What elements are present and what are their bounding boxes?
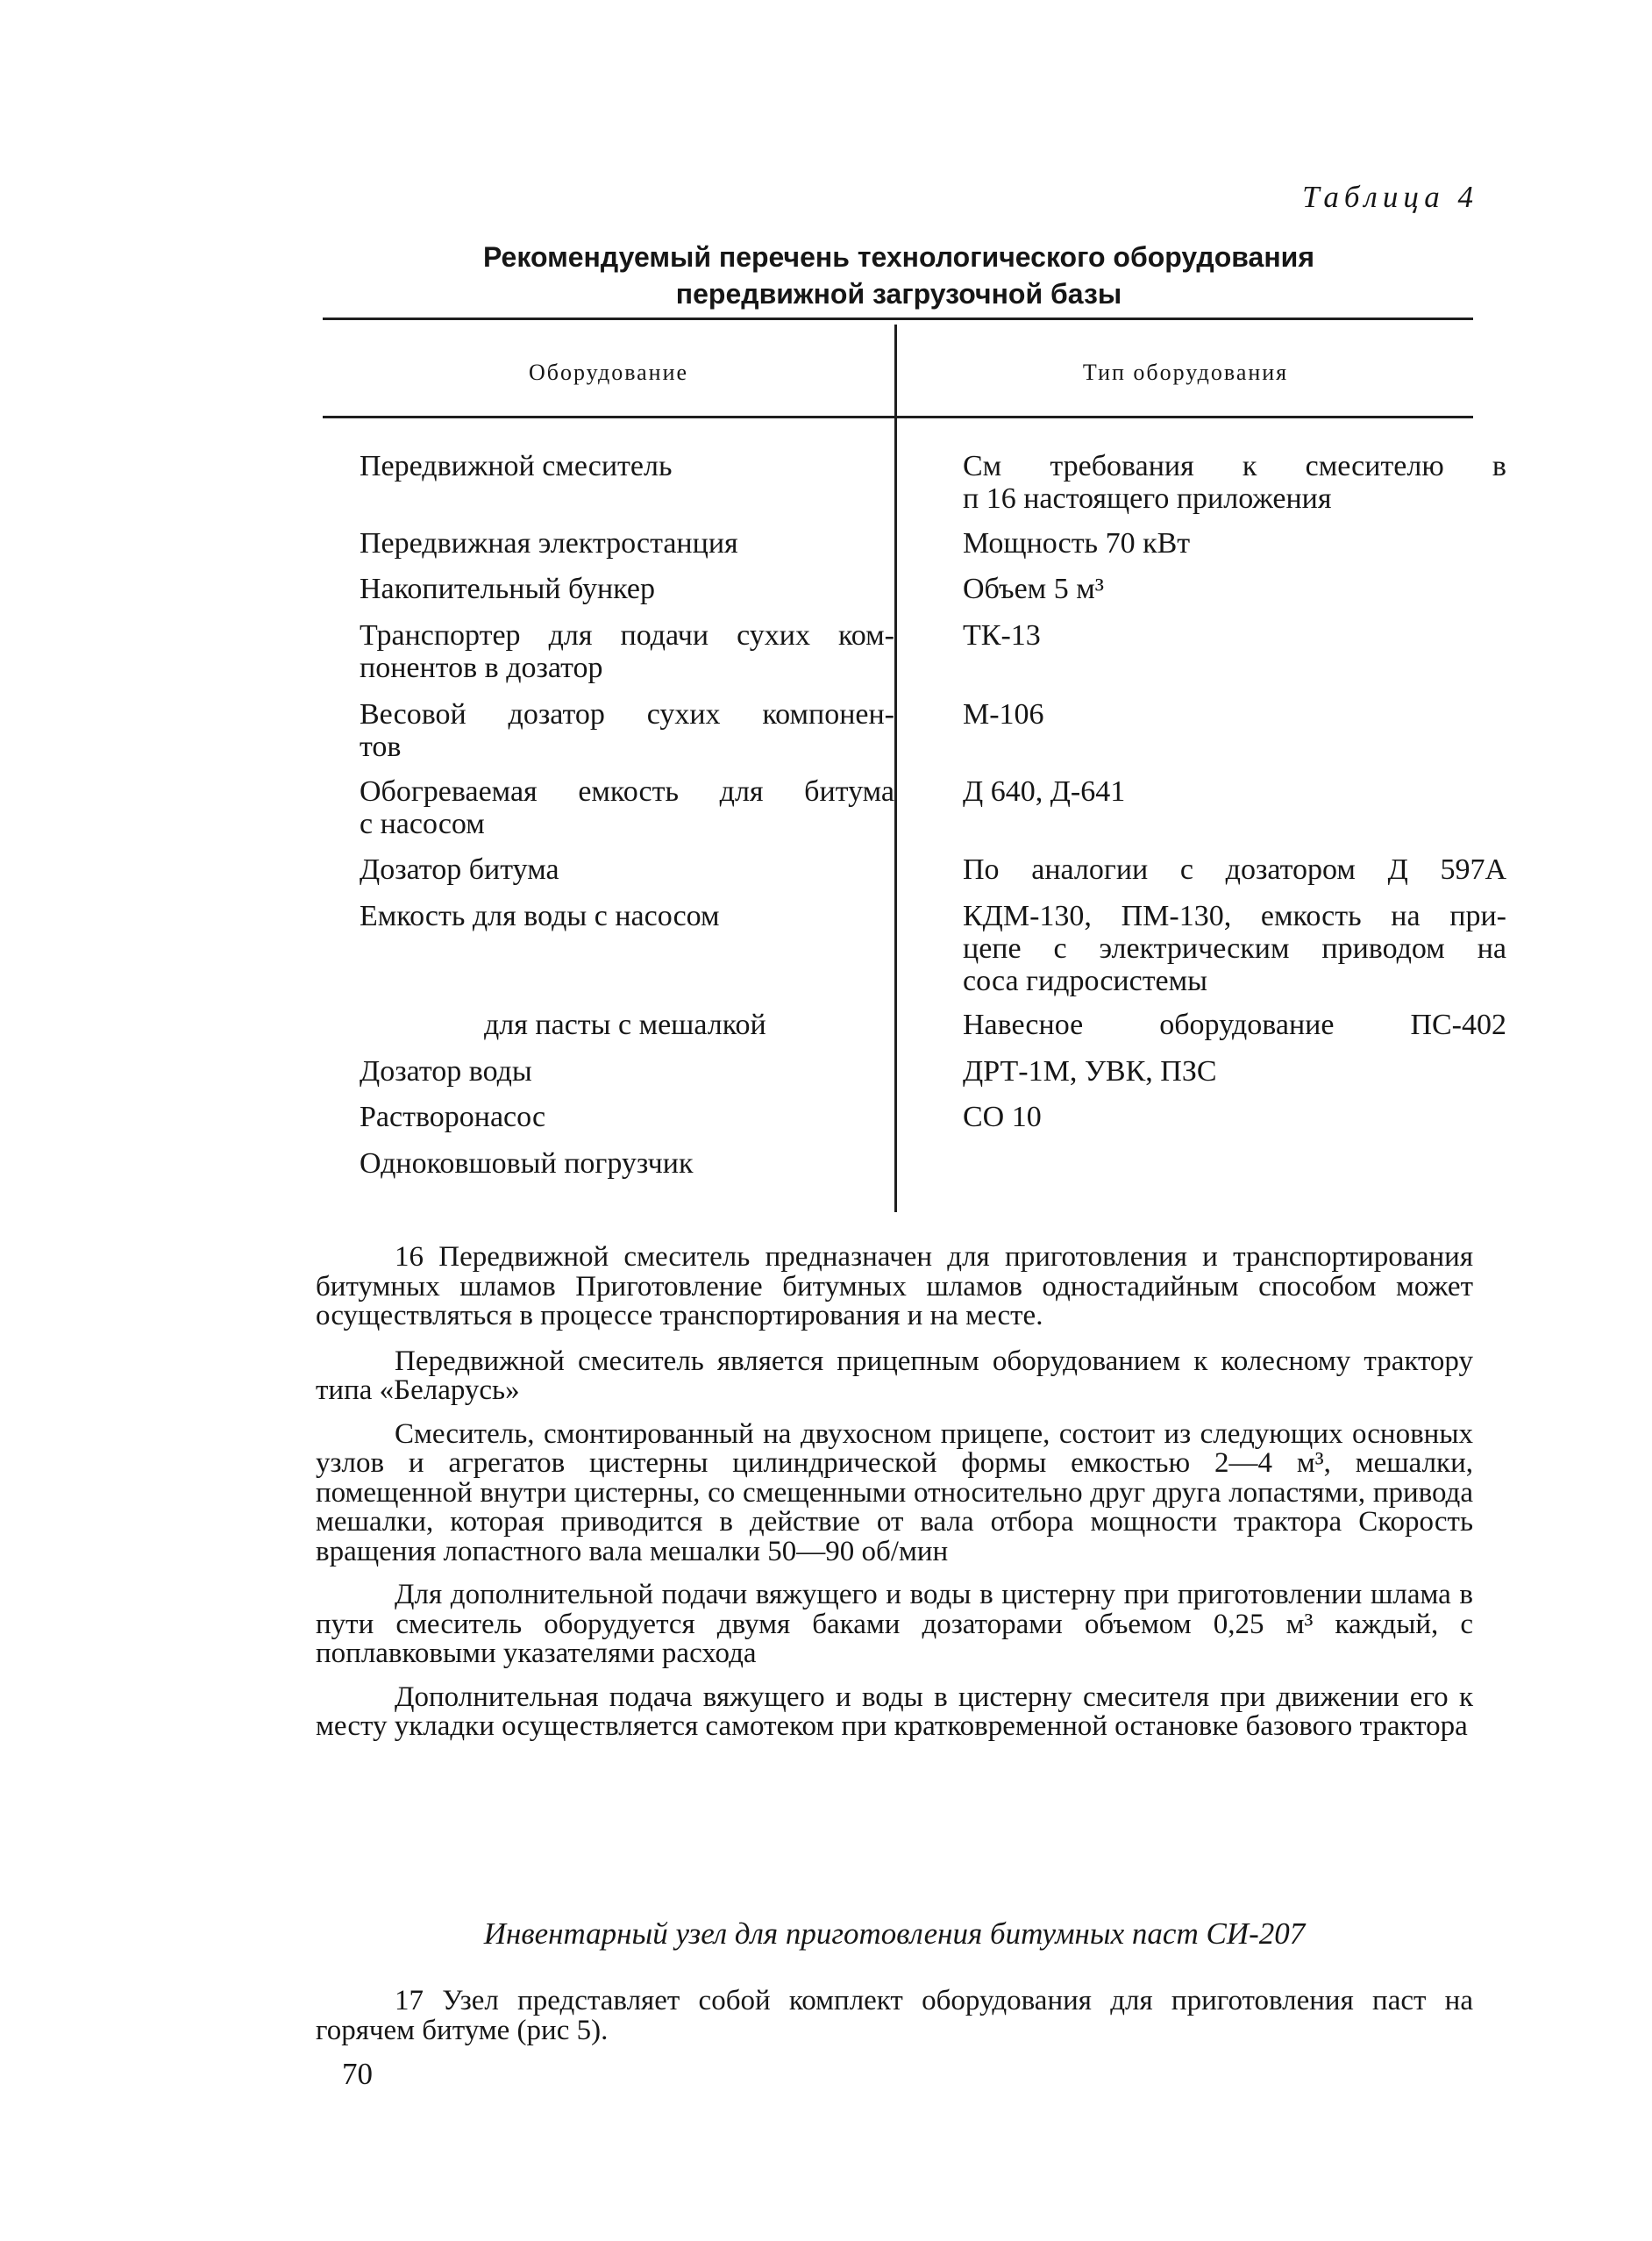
paragraph-4: Для дополнительной подачи вяжущего и воды в цистерну при приготовлении шлама в пути смеситель оборудуется двумя баками дозаторами объемом 0,25 м³ каждый, с поплавковыми указателями расхода <box>316 1579 1473 1669</box>
row-1-type-line-1: См требования к смесителю в <box>963 450 1506 482</box>
row-10-equipment: Дозатор воды <box>360 1055 532 1088</box>
row-5-equipment-line-2: тов <box>360 731 402 763</box>
row-5-type: М-106 <box>963 698 1044 731</box>
paragraph-5: Дополнительная подача вяжущего и воды в цистерну смесителя при движении его к месту укладки осуществляется самотеком при кратковременной остановке базового трактора <box>316 1681 1473 1742</box>
row-11-type: СО 10 <box>963 1101 1042 1133</box>
body-text <box>316 1243 1473 1742</box>
row-8-type-line-1: КДМ-130, ПМ-130, емкость на при- <box>963 900 1506 932</box>
paragraph-16: 16 Передвижной смеситель предназначен для приготовления и транспортирования битумных шламов Приготовление битумных шламов одностадийным способом может осуществляться в процессе транспортирования и на месте. <box>316 1241 1473 1331</box>
row-9-equipment: для пасты с мешалкой <box>484 1009 766 1041</box>
paragraph-3: Смеситель, смонтированный на двухосном прицепе, состоит из следующих основных узлов и агрегатов цистерны цилиндрической формы емкостью 2—4 м³, мешалки, помещенной внутри цистерны, со смещенными относительно друг друга лопастями, привода мешалки, которая приводится в действие от вала отбора мощности трактора Скорость вращения лопастного вала мешалки 50—90 об/мин <box>316 1417 1473 1567</box>
column-header-type: Тип оборудования <box>1082 360 1289 385</box>
page-number: 70 <box>342 2057 373 2091</box>
table-title-line-1: Рекомендуемый перечень технологического оборудования <box>483 241 1314 273</box>
table-column-divider <box>894 325 897 1212</box>
row-1-equipment: Передвижной смеситель <box>360 450 673 482</box>
row-8-equipment: Емкость для воды с насосом <box>360 900 720 932</box>
row-5-equipment-line-1: Весовой дозатор сухих компонен- <box>360 698 894 731</box>
row-7-type: По аналогии с дозатором Д 597А <box>963 853 1506 886</box>
row-11-equipment: Растворонасос <box>360 1101 546 1133</box>
final-text <box>316 1987 1473 2045</box>
row-7-equipment: Дозатор битума <box>360 853 559 886</box>
row-10-type: ДРТ-1М, УВК, ПЗС <box>963 1055 1217 1088</box>
row-1-type-line-2: п 16 настоящего приложения <box>963 482 1332 515</box>
row-2-equipment: Передвижная электростанция <box>360 527 738 560</box>
paragraph-17: 17 Узел представляет собой комплект оборудования для приготовления паст на горячем битуме (рис 5). <box>316 1985 1473 2046</box>
section-subheading: Инвентарный узел для приготовления битумных паст СИ-207 <box>483 1916 1306 1951</box>
table-label: Таблица 4 <box>1302 180 1478 214</box>
row-6-type: Д 640, Д-641 <box>963 775 1126 808</box>
row-4-equipment-line-2: понентов в дозатор <box>360 652 603 684</box>
row-12-equipment: Одноковшовый погрузчик <box>360 1147 694 1180</box>
table-header-rule <box>323 416 1473 418</box>
table-title <box>324 239 1473 312</box>
table-top-rule <box>323 318 1473 320</box>
row-3-type: Объем 5 м³ <box>963 573 1104 605</box>
row-4-type: ТК-13 <box>963 619 1041 652</box>
row-6-equipment-line-1: Обогреваемая емкость для битума <box>360 775 894 808</box>
paragraph-2: Передвижной смеситель является прицепным оборудованием к колесному трактору типа «Беларусь» <box>316 1345 1473 1406</box>
column-header-equipment: Оборудование <box>528 360 689 385</box>
row-8-type-line-3: соса гидросистемы <box>963 965 1208 997</box>
row-2-type: Мощность 70 кВт <box>963 527 1191 560</box>
row-4-equipment-line-1: Транспортер для подачи сухих ком- <box>360 619 894 652</box>
row-6-equipment-line-2: с насосом <box>360 808 485 840</box>
row-9-type: Навесное оборудование ПС-402 <box>963 1009 1506 1041</box>
table-title-line-2: передвижной загрузочной базы <box>675 278 1122 310</box>
row-3-equipment: Накопительный бункер <box>360 573 655 605</box>
row-8-type-line-2: цепе с электрическим приводом на <box>963 932 1506 965</box>
